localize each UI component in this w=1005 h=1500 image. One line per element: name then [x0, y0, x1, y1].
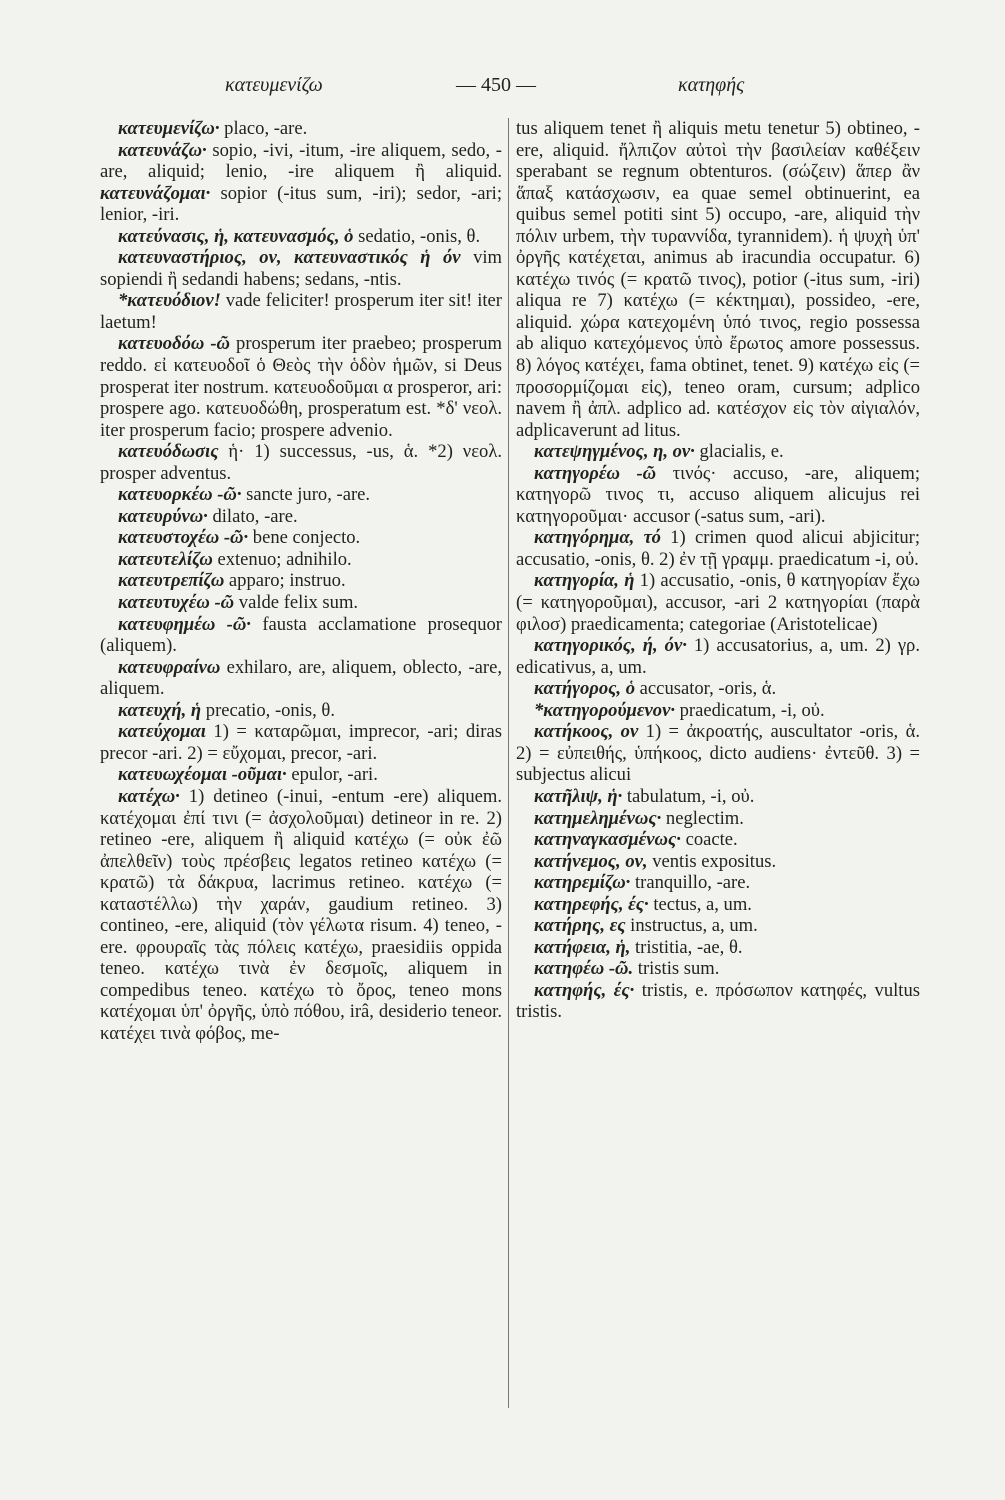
header-left-word: κατευμενίζω	[225, 74, 323, 96]
definition: sopio, -ivi, -itum, -ire aliquem, sedo, -are, aliquid; lenio, -ire aliquem ἢ aliquid.	[100, 139, 502, 183]
entry	[100, 570, 502, 592]
headword: κατηρεμίζω·	[534, 872, 631, 894]
page-number: — 450 —	[456, 74, 536, 96]
definition: dilato, -are.	[207, 505, 298, 527]
headword: κατευτυχέω -ῶ	[118, 592, 235, 614]
entry	[100, 764, 502, 786]
entry	[100, 657, 502, 700]
entry	[516, 678, 920, 700]
entry	[516, 635, 920, 678]
headword: κατευστοχέω -ῶ·	[118, 527, 249, 549]
headword: κατεύνασις, ἡ, κατευνασμός, ὁ	[118, 225, 354, 247]
headword: κατευφημέω -ῶ·	[118, 613, 251, 635]
definition: tus aliquem tenet ἢ aliquis metu tenetur 5) obtineo, -ere, aliquid. ἤλπιζον αὐτοὶ τὴν βασιλείαν καθέξειν sperabant se regnum obtenturos. (σώζειν) ἅπερ ἂν ἅπαξ κατάσχωσιν, ea quae semel obtinuerint, ea quibus semel potiti sint 5) occupo, -are, aliquid τὴν πόλιν urbem, τὴν τυραννίδα, tyrannidem). ἡ ψυχὴ ὑπ' ὀργῆς κατέχεται, animus ab iracundia occupatur. 6) κατέχω τινός (= κρατῶ τινος), potior (-itus sum, -iri) aliqua re 7) κατέχω (= κέκτημαι), possideo, -ere, aliquid. χώρα κατεχομένη ὑπό τινος, regio possessa ab aliquo κατεχόμενος ὑπὸ ἔρωτος amore possessus. 8) λόγος κατέχει, fama obtinet, tenet. 9) κατέχω εἰς (= προσορμίζομαι εἰς), teneo oram, cursum; adplico navem ἢ ἀπλ. adplico ad. κατέσχον εἰς τὸν αἰγιαλόν, adplicaverunt ad litus.	[516, 118, 920, 441]
entry	[516, 463, 920, 528]
definition: tabulatum, -i, οὐ.	[622, 785, 755, 807]
definition: tectus, a, um.	[648, 893, 752, 915]
definition: ventis expositus.	[647, 850, 777, 872]
definition: precatio, -onis, θ.	[201, 699, 335, 721]
definition: τινός· accuso, -are, aliquem; κατηγορῶ τινος τι, accuso aliquem alicujus rei κατηγοροῦμαι· accusor (-satus sum, -ari).	[516, 462, 920, 527]
headword: κατηγορία, ἡ	[534, 570, 635, 592]
entry	[516, 829, 920, 851]
entry	[516, 700, 920, 722]
entry	[516, 937, 920, 959]
entry	[100, 527, 502, 549]
headword: κατηγορικός, ή, όν·	[534, 635, 687, 657]
definition: tristis sum.	[633, 958, 720, 980]
definition: bene conjecto.	[248, 527, 361, 549]
entry	[100, 333, 502, 441]
entry-continuation	[516, 118, 920, 441]
entry	[516, 980, 920, 1023]
entry	[100, 700, 502, 722]
entry	[100, 247, 502, 290]
definition: sancte juro, -are.	[241, 484, 371, 506]
headword: κατηρεφής, ές·	[534, 893, 649, 915]
headword: κατευμενίζω·	[118, 118, 220, 139]
entry	[516, 441, 920, 463]
headword: κατηφής, ές·	[534, 979, 635, 1001]
headword: κατευωχέομαι -οῦμαι·	[118, 764, 287, 786]
definition: 1) = ἀκροατής, auscultator -oris, ἁ. 2) = εὐπειθής, ὑπήκοος, dicto audiens· ἐντεῦθ. 3) = subjectus alicui	[516, 721, 920, 786]
definition: prosperum iter praebeo; prosperum reddo. εἰ κατευοδοῖ ὁ Θεὸς τὴν ὁδὸν ἡμῶν, si Deus prosperat iter nostrum. κατευοδοῦμαι α prosperor, ari: prospere ago. κατευοδώθη, prosperatum est. *δ' νεολ. iter prosperum facio; prospere advenio.	[100, 333, 502, 441]
column-divider	[508, 118, 509, 1408]
entry	[516, 872, 920, 894]
header-right-word: κατηφής	[678, 74, 745, 96]
definition: fausta acclamatione prosequor (aliquem).	[100, 613, 502, 657]
definition: instructus, a, um.	[625, 915, 758, 937]
definition: sedatio, -onis, θ.	[353, 225, 481, 247]
entry	[516, 894, 920, 916]
definition: 1) accusatorius, a, um. 2) γρ. edicativus, a, um.	[516, 635, 920, 678]
entry	[100, 614, 502, 657]
entry	[100, 118, 502, 140]
headword: κατηφέω -ῶ.	[534, 958, 634, 980]
page-header	[0, 74, 1005, 104]
headword: κατευτελίζω	[118, 548, 213, 570]
definition: epulor, -ari.	[286, 764, 378, 786]
entry	[516, 958, 920, 980]
definition: coacte.	[680, 829, 738, 851]
definition: sopior (-itus sum, -iri); sedor, -ari; lenior, -iri.	[100, 182, 502, 226]
definition: apparo; instruo.	[224, 570, 346, 592]
headword: κατῆλιψ, ἡ·	[534, 785, 623, 807]
headword: κατευχή, ἡ	[118, 699, 202, 721]
definition: tristis, e. πρόσωπον κατηφές, vultus tristis.	[516, 979, 920, 1023]
headword: κατήνεμος, ον,	[534, 850, 648, 872]
entry	[516, 570, 920, 635]
left-column	[100, 118, 502, 1045]
definition: 1) = καταρῶμαι, imprecor, -ari; diras precor -ari. 2) = εὔχομαι, precor, -ari.	[100, 721, 502, 764]
definition: tristitia, -ae, θ.	[630, 936, 743, 958]
definition: extenuo; adnihilo.	[212, 548, 352, 570]
headword: κατηγορέω -ῶ	[534, 462, 657, 484]
headword: κατηναγκασμένως·	[534, 829, 681, 851]
definition: valde felix sum.	[234, 592, 359, 614]
entry	[100, 592, 502, 614]
headword: *κατευόδιον!	[118, 290, 221, 312]
entry	[100, 506, 502, 528]
headword: κατευφραίνω	[118, 656, 221, 678]
definition: placo, -are.	[219, 118, 308, 139]
headword: κατευνάζομαι·	[100, 182, 211, 204]
definition: vim sopiendi ἢ sedandi habens; sedans, -ntis.	[100, 247, 502, 290]
headword: κατευόδωσις	[118, 441, 219, 463]
definition: 1) crimen quod alicui abjicitur; accusatio, -onis, θ. 2) ἐν τῇ γραμμ. praedicatum -i, οὐ.	[516, 527, 920, 570]
headword: κατευρύνω·	[118, 505, 208, 527]
definition: ἡ· 1) successus, -us, ἁ. *2) νεολ. prosper adventus.	[100, 441, 502, 484]
definition: tranquillo, -are.	[630, 872, 751, 894]
definition: neglectim.	[661, 807, 744, 829]
headword: κατήγορος, ὁ	[534, 678, 636, 700]
headword: κατέχω·	[118, 785, 180, 807]
headword: κατευνάζω·	[118, 139, 207, 161]
headword: κατεύχομαι	[118, 721, 206, 743]
entry	[100, 549, 502, 571]
entry	[516, 527, 920, 570]
entry	[100, 140, 502, 226]
headword: κατευτρεπίζω	[118, 570, 225, 592]
entry	[516, 915, 920, 937]
definition: exhilaro, are, aliquem, oblecto, -are, aliquem.	[100, 656, 502, 700]
entry	[100, 484, 502, 506]
headword: κατευναστήριος, ον, κατευναστικός ἡ όν	[118, 247, 461, 269]
headword: κατηγόρημα, τό	[534, 527, 661, 549]
entry	[100, 786, 502, 1045]
entry	[100, 721, 502, 764]
definition: accusator, -oris, ἁ.	[635, 678, 777, 700]
definition: 1) detineo (-inui, -entum -ere) aliquem. κατέχομαι ἐπί τινι (= ἀσχολοῦμαι) detineor in re. 2) retineo -ere, aliquem ἢ aliquid κατέχω (= οὐκ ἐῶ ἀπελθεῖν) τοὺς πρέσβεις legatos retineo κατέχω (= κρατῶ) τὰ δάκρυα, lacrimus retineo. κατέχω (= καταστέλλω) τὴν χαράν, gaudium retineo. 3) contineo, -ere, aliquid (τὸν γέλωτα risum. 4) teneo, -ere. φρουραῖς τὰς πόλεις κατέχω, praesidiis oppida teneo. κατέχω τινὰ ἐν δεσμοῖς, aliquem in compedibus teneo. κατέχω τὸ ὄρος, teneo mons κατέχομαι ὑπ' ὀργῆς, ὑπὸ πόθου, irâ, desiderio teneor. κατέχει τινὰ φόβος, me-	[100, 785, 502, 1044]
headword: *κατηγορούμενον·	[534, 699, 675, 721]
entry	[516, 786, 920, 808]
headword: κατήκοος, ον	[534, 721, 639, 743]
entry	[100, 226, 502, 248]
entry	[516, 808, 920, 830]
definition: glacialis, e.	[694, 441, 784, 463]
definition: 1) accusatio, -onis, θ κατηγορίαν ἔχω (= κατηγοροῦμαι), accusor, -ari 2 κατηγορίαι (παρὰ φιλοσ) praedicamenta; categoriae (Aristotelicae)	[516, 570, 920, 635]
definition: praedicatum, -i, οὐ.	[674, 699, 825, 721]
entry	[516, 721, 920, 786]
headword: κατήφεια, ἡ,	[534, 936, 631, 958]
entry	[100, 290, 502, 333]
headword: κατευοδόω -ῶ	[118, 333, 231, 355]
entry	[100, 441, 502, 484]
right-column	[516, 118, 920, 1023]
entry	[516, 851, 920, 873]
definition: vade feliciter! prosperum iter sit! iter laetum!	[100, 290, 502, 333]
headword: κατήρης, ες	[534, 915, 626, 937]
headword: κατημελημένως·	[534, 807, 662, 829]
headword: κατευορκέω -ῶ·	[118, 484, 242, 506]
headword: κατεψηγμένος, η, ον·	[534, 441, 695, 463]
